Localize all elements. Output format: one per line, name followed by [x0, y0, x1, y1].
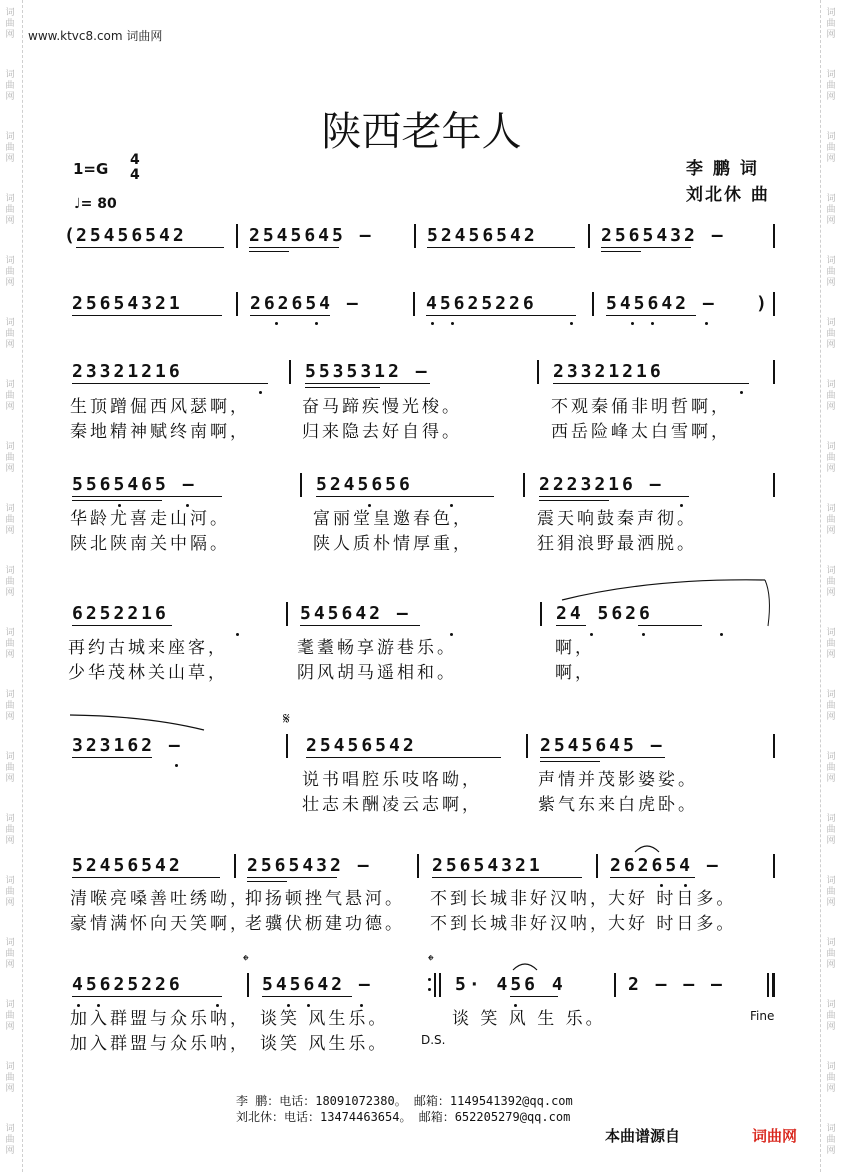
- measure-notes: 45625226: [426, 293, 537, 314]
- low-octave-dot: [451, 322, 454, 325]
- beam: [72, 996, 222, 997]
- bar-line: [236, 292, 238, 316]
- bar-line: [414, 224, 416, 248]
- watermark-mark: 词 曲 网: [826, 132, 836, 164]
- low-octave-dot: [720, 633, 723, 636]
- lyric-line: 再约古城来座客，: [68, 638, 228, 658]
- beam: [72, 315, 222, 316]
- beam: [76, 247, 224, 248]
- watermark-mark: 词 曲 网: [826, 628, 836, 660]
- ds-marking: D.S.: [421, 1033, 446, 1047]
- watermark-mark: 词 曲 网: [5, 690, 15, 722]
- lyric-line: 说书唱腔乐吱咯呦，: [302, 770, 482, 790]
- tempo-marking: [74, 196, 117, 212]
- low-octave-dot: [651, 322, 654, 325]
- low-octave-dot: [570, 322, 573, 325]
- beam: [601, 247, 691, 248]
- intro-open-paren: (: [64, 225, 78, 246]
- bar-line: [773, 292, 775, 316]
- left-watermark-band: [0, 0, 23, 1172]
- measure-notes: 23321216: [553, 361, 664, 382]
- lyric-line: 加入群盟与众乐呐，: [70, 1009, 250, 1029]
- measure-notes: 52456542: [72, 855, 183, 876]
- measure-notes: 262654 –: [610, 855, 721, 876]
- watermark-mark: 词 曲 网: [5, 752, 15, 784]
- beam: [540, 757, 665, 758]
- lyric-line: 声情并茂影婆娑。: [538, 770, 698, 790]
- bar-line: [540, 602, 542, 626]
- beam: [247, 881, 287, 882]
- lyric-line: 生顶蹭倔西风瑟啊，: [70, 397, 250, 417]
- watermark-mark: 词 曲 网: [5, 1062, 15, 1094]
- lyric-line: 谈 笑 风 生 乐。: [452, 1009, 606, 1029]
- final-bar-thick: [772, 973, 775, 997]
- bar-line: [773, 734, 775, 758]
- lyric-line: 豪情满怀向天笑啊，: [70, 914, 250, 934]
- lyric-line: 华龄尤喜走山河。: [70, 509, 230, 529]
- measure-notes: 5535312 –: [305, 361, 430, 382]
- lyric-line: 少华茂林关山草，: [68, 663, 228, 683]
- bar-line: [413, 292, 415, 316]
- beam: [426, 315, 576, 316]
- watermark-mark: 词 曲 网: [5, 70, 15, 102]
- tie-arc: [68, 712, 208, 734]
- bar-line: [523, 473, 525, 497]
- fermata-arc: [632, 840, 662, 854]
- composer: 刘北休 曲: [686, 185, 770, 205]
- watermark-mark: 词 曲 网: [5, 256, 15, 288]
- measure-notes: 52456542: [427, 225, 538, 246]
- contact-line-lyricist: 李 鹏：电话：18091072380。 邮箱：1149541392@qq.com: [236, 1094, 573, 1108]
- measure-notes: 545642 –: [300, 603, 411, 624]
- watermark-mark: 词 曲 网: [826, 8, 836, 40]
- lyric-line: 谈笑 风生乐。: [260, 1034, 389, 1054]
- watermark-mark: 词 曲 网: [826, 876, 836, 908]
- beam: [539, 496, 689, 497]
- measure-notes: 25456542: [76, 225, 187, 246]
- lyric-line: 不到长城非好汉呐，: [430, 889, 610, 909]
- song-title: 陕西老年人: [321, 109, 522, 155]
- measure-notes: 5245656: [316, 474, 413, 495]
- beam: [250, 315, 330, 316]
- lyric-line: 不观秦俑非明哲啊，: [551, 397, 731, 417]
- lyric-line: 富丽堂皇邀春色，: [313, 509, 473, 529]
- bar-line: [434, 973, 436, 997]
- lyric-line: 归来隐去好自得。: [302, 422, 462, 442]
- repeat-dot: [428, 988, 431, 991]
- watermark-mark: 词 曲 网: [826, 1000, 836, 1032]
- beam: [556, 625, 586, 626]
- watermark-mark: 词 曲 网: [5, 380, 15, 412]
- low-octave-dot: [431, 322, 434, 325]
- watermark-mark: 词 曲 网: [5, 876, 15, 908]
- tempo-value: = 80: [80, 196, 117, 212]
- bar-line: [592, 292, 594, 316]
- lyric-line: 谈笑 风生乐。: [260, 1009, 389, 1029]
- watermark-mark: 词 曲 网: [826, 1124, 836, 1156]
- low-octave-dot: [631, 322, 634, 325]
- bar-line: [289, 360, 291, 384]
- beam: [72, 496, 222, 497]
- low-octave-dot: [705, 322, 708, 325]
- intro-close-paren: ): [756, 293, 770, 314]
- beam: [305, 387, 380, 388]
- watermark-mark: 词 曲 网: [826, 752, 836, 784]
- lyric-line: 清喉亮嗓善吐绣呦，: [70, 889, 250, 909]
- lyric-line: 壮志未酬凌云志啊，: [302, 795, 482, 815]
- coda-sign: 𝄌: [428, 951, 434, 970]
- measure-notes: 2 – – –: [628, 974, 725, 995]
- low-octave-dot: [175, 764, 178, 767]
- site-url[interactable]: www.ktvc8.com 词曲网: [28, 29, 163, 43]
- time-signature: [130, 153, 140, 183]
- lyric-line: 紫气东来白虎卧。: [538, 795, 698, 815]
- beam: [306, 757, 501, 758]
- tie-arc: [510, 958, 540, 972]
- watermark-mark: 词 曲 网: [5, 1124, 15, 1156]
- fine-marking: Fine: [750, 1009, 775, 1023]
- repeat-bar: [439, 973, 441, 997]
- meter-bottom: 4: [130, 167, 140, 183]
- watermark-mark: 词 曲 网: [5, 442, 15, 474]
- beam: [72, 383, 268, 384]
- bar-line: [526, 734, 528, 758]
- beam: [601, 251, 641, 252]
- bar-line: [234, 854, 236, 878]
- watermark-mark: 词 曲 网: [5, 8, 15, 40]
- watermark-mark: 词 曲 网: [5, 504, 15, 536]
- source-label: 本曲谱源自: [605, 1127, 681, 1145]
- watermark-mark: 词 曲 网: [5, 628, 15, 660]
- measure-notes: 262654 –: [250, 293, 361, 314]
- watermark-mark: 词 曲 网: [826, 1062, 836, 1094]
- beam: [606, 315, 696, 316]
- bar-line: [300, 473, 302, 497]
- lyric-line: 大好 时日多。: [608, 914, 737, 934]
- low-octave-dot: [315, 322, 318, 325]
- measure-notes: 25654321: [432, 855, 543, 876]
- watermark-mark: 词 曲 网: [826, 70, 836, 102]
- beam: [300, 625, 420, 626]
- beam: [72, 757, 152, 758]
- measure-notes: 2565432 –: [247, 855, 372, 876]
- lyric-line: 大好 时日多。: [608, 889, 737, 909]
- bar-line: [286, 734, 288, 758]
- key-signature: 1=G: [73, 160, 109, 178]
- bar-line: [247, 973, 249, 997]
- repeat-dot: [428, 978, 431, 981]
- coda-sign: 𝄌: [243, 951, 249, 970]
- measure-notes: 24 5626: [556, 603, 653, 624]
- contact-line-composer: 刘北休：电话：13474463654。 邮箱：652205279@qq.com: [236, 1110, 571, 1124]
- measure-notes: 5565465 –: [72, 474, 197, 495]
- lyric-line: 不到长城非好汉呐，: [430, 914, 610, 934]
- measure-notes: 23321216: [72, 361, 183, 382]
- bar-line: [773, 224, 775, 248]
- measure-notes: 545642 –: [606, 293, 717, 314]
- lyric-line: 西岳险峰太白雪啊，: [551, 422, 731, 442]
- watermark-mark: 词 曲 网: [826, 690, 836, 722]
- beam: [316, 496, 494, 497]
- low-octave-dot: [642, 633, 645, 636]
- lyric-line: 奋马蹄疾慢光梭。: [302, 397, 462, 417]
- beam: [553, 383, 749, 384]
- watermark-mark: 词 曲 网: [826, 442, 836, 474]
- low-octave-dot: [236, 633, 239, 636]
- beam: [249, 251, 289, 252]
- beam: [247, 877, 337, 878]
- lyricist: 李 鹏 词: [686, 159, 759, 179]
- bar-line: [286, 602, 288, 626]
- measure-notes: 25456542: [306, 735, 417, 756]
- bar-line: [596, 854, 598, 878]
- measure-notes: 25654321: [72, 293, 183, 314]
- watermark-mark: 词 曲 网: [5, 814, 15, 846]
- lyric-line: 陕人质朴情厚重，: [313, 534, 473, 554]
- watermark-mark: 词 曲 网: [5, 194, 15, 226]
- beam: [72, 625, 172, 626]
- bar-line: [614, 973, 616, 997]
- low-octave-dot: [275, 322, 278, 325]
- final-bar: [767, 973, 769, 997]
- measure-notes: 2223216 –: [539, 474, 664, 495]
- measure-notes: 5· 456 4: [455, 974, 566, 995]
- watermark-mark: 词 曲 网: [5, 318, 15, 350]
- beam: [539, 500, 609, 501]
- lyric-line: 阴风胡马遥相和。: [297, 663, 457, 683]
- watermark-mark: 词 曲 网: [826, 566, 836, 598]
- measure-notes: 323162 –: [72, 735, 183, 756]
- right-watermark-band: [820, 0, 843, 1172]
- lyric-line: 震天响鼓秦声彻。: [537, 509, 697, 529]
- beam: [249, 247, 339, 248]
- beam: [427, 247, 575, 248]
- low-octave-dot: [740, 391, 743, 394]
- lyric-line: 耄耋畅享游巷乐。: [297, 638, 457, 658]
- measure-notes: 2545645 –: [249, 225, 374, 246]
- site-logo[interactable]: 词曲网: [752, 1127, 798, 1145]
- bar-line: [588, 224, 590, 248]
- lyric-line: 陕北陕南关中隔。: [70, 534, 230, 554]
- meter-top: 4: [130, 152, 140, 168]
- beam: [610, 877, 695, 878]
- quarter-note-icon: ♩: [74, 196, 81, 212]
- watermark-mark: 词 曲 网: [826, 938, 836, 970]
- watermark-mark: 词 曲 网: [826, 256, 836, 288]
- low-octave-dot: [259, 391, 262, 394]
- bar-line: [773, 360, 775, 384]
- watermark-mark: 词 曲 网: [826, 504, 836, 536]
- watermark-mark: 词 曲 网: [5, 132, 15, 164]
- measure-notes: 6252216: [72, 603, 169, 624]
- segno-sign: 𝄋: [283, 709, 290, 728]
- beam: [72, 877, 220, 878]
- lyric-line: 啊，: [555, 638, 595, 658]
- lyric-line: 秦地精神赋终南啊，: [70, 422, 250, 442]
- beam: [72, 500, 162, 501]
- watermark-mark: 词 曲 网: [5, 1000, 15, 1032]
- beam: [432, 877, 582, 878]
- beam: [305, 383, 430, 384]
- beam: [540, 761, 600, 762]
- watermark-mark: 词 曲 网: [826, 814, 836, 846]
- watermark-mark: 词 曲 网: [826, 318, 836, 350]
- watermark-mark: 词 曲 网: [5, 938, 15, 970]
- lyric-line: 老骥伏枥建功德。: [245, 914, 405, 934]
- watermark-mark: 词 曲 网: [826, 194, 836, 226]
- beam: [638, 625, 702, 626]
- bar-line: [773, 473, 775, 497]
- measure-notes: 2545645 –: [540, 735, 665, 756]
- beam: [510, 996, 558, 997]
- bar-line: [417, 854, 419, 878]
- bar-line: [773, 854, 775, 878]
- beam: [262, 996, 352, 997]
- watermark-mark: 词 曲 网: [826, 380, 836, 412]
- lyric-line: 加入群盟与众乐呐，: [70, 1034, 250, 1054]
- measure-notes: 45625226: [72, 974, 183, 995]
- bar-line: [236, 224, 238, 248]
- watermark-mark: 词 曲 网: [5, 566, 15, 598]
- bar-line: [537, 360, 539, 384]
- lyric-line: 啊，: [555, 663, 595, 683]
- measure-notes: 545642 –: [262, 974, 373, 995]
- lyric-line: 抑扬顿挫气悬河。: [245, 889, 405, 909]
- measure-notes: 2565432 –: [601, 225, 726, 246]
- lyric-line: 狂狷浪野最洒脱。: [537, 534, 697, 554]
